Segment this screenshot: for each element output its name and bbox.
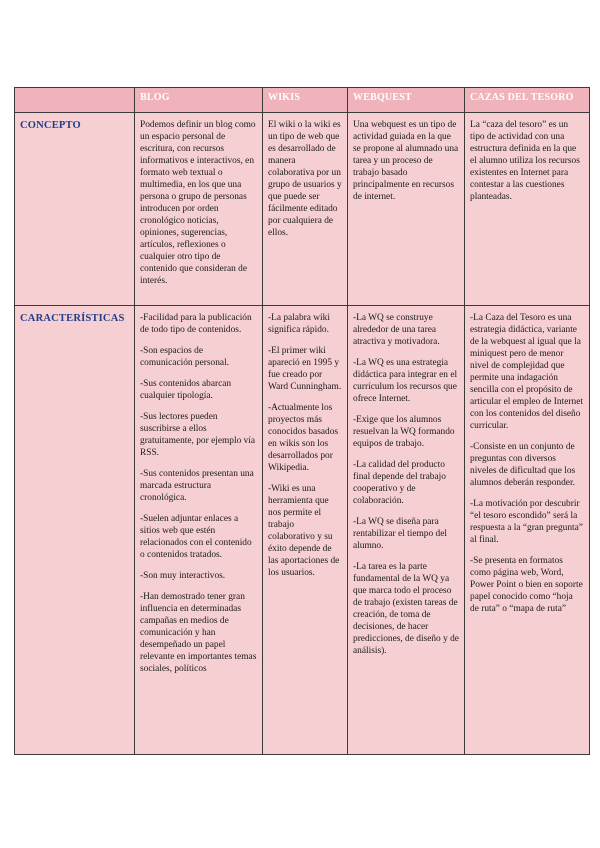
header-cazas-del-tesoro: CAZAS DEL TESORO [465, 88, 590, 113]
cell-paragraph: -Son muy interactivos. [140, 571, 226, 581]
cell-paragraph: -Se presenta en formatos como página web, Word, Power Point o bien en soporte papel conocido como “hoja de ruta” o “mapa de ruta” [470, 556, 583, 614]
concepto-wikis-cell [263, 113, 348, 306]
cell-paragraph: -Sus contenidos abarcan cualquier tipología. [140, 379, 232, 401]
concepto-cazas-cell [465, 113, 590, 306]
cell-paragraph: -La tarea es la parte fundamental de la WQ ya que marca todo el proceso de trabajo (existen tareas de creación, de toma de decisiones, de hacer predicciones, de diseño y de análisis). [353, 562, 459, 656]
cell-paragraph: -Consiste en un conjunto de preguntas con diversos niveles de dificultad que los alumnos deberán responder. [470, 442, 576, 488]
cell-paragraph: -El primer wiki apareció en 1995 y fue creado por Ward Cunningham. [268, 346, 342, 392]
row-label-caracteristicas: CARACTERÍSTICAS [20, 313, 125, 324]
table-header-row [15, 88, 590, 113]
cell-paragraph: -Facilidad para la publicación de todo tipo de contenidos. [140, 313, 252, 335]
caracteristicas-webquest-cell [348, 306, 465, 755]
cell-paragraph: -Suelen adjuntar enlaces a sitios web que estén relacionados con el contenido o contenidos tratados. [140, 514, 252, 560]
cell-paragraph: -Exige que los alumnos resuelvan la WQ formando equipos de trabajo. [353, 415, 455, 449]
cell-paragraph: -La motivación por descubrir “el tesoro escondido” será la respuesta a la “gran pregunta” al final. [470, 499, 583, 545]
row-label-cell [15, 306, 135, 755]
cell-paragraph: -La WQ se diseña para rentabilizar el tiempo del alumno. [353, 517, 447, 551]
cell-paragraph: -La Caza del Tesoro es una estrategia didáctica, variante de la webquest al igual que la miniquest pero de menor nivel de complejidad que permite una indagación sencilla con el propósito de articular el empleo de Internet con los contenidos del diseño curricular. [470, 313, 583, 431]
concepto-webquest-cell [348, 113, 465, 306]
caracteristicas-blog-cell [135, 306, 263, 755]
cell-content [348, 113, 464, 203]
cell-paragraph: Una webquest es un tipo de actividad guiada en la que se propone al alumnado una tarea y un proceso de trabajo basado principalmente en recursos de internet. [353, 120, 459, 202]
header-webquest: WEBQUEST [348, 88, 465, 113]
cell-paragraph: -Actualmente los proyectos más conocidos basados en wikis son los desarrollados por Wikipedia. [268, 403, 339, 473]
comparison-table [14, 87, 590, 755]
cell-content [263, 113, 347, 239]
cell-content [465, 306, 589, 615]
cell-content [263, 306, 347, 579]
caracteristicas-wikis-cell [263, 306, 348, 755]
cell-content [348, 306, 464, 657]
cell-paragraph: -La WQ se construye alrededor de una tarea atractiva y motivadora. [353, 313, 440, 347]
header-blog: BLOG [135, 88, 263, 113]
cell-content [135, 113, 262, 287]
cell-paragraph: -Sus lectores pueden suscribirse a ellos gratuitamente, por ejemplo vía RSS. [140, 412, 256, 458]
table-row-caracteristicas [15, 306, 590, 755]
row-label-cell [15, 113, 135, 306]
cell-paragraph: El wiki o la wiki es un tipo de web que es desarrollado de manera colaborativa por un grupo de usuarios y que puede ser fácilmente editado por cualquiera de ellos. [268, 120, 342, 238]
header-wikis: WIKIS [263, 88, 348, 113]
row-label-concepto: CONCEPTO [20, 120, 81, 131]
cell-paragraph: Podemos definir un blog como un espacio personal de escritura, con recursos informativos e interactivos, en formato web textual o multimedia, en los que una persona o grupo de personas introducen por orden cronológico noticias, opiniones, sugerencias, artículos, reflexiones o cualquier otro tipo de contenido que consideran de interés. [140, 120, 256, 286]
cell-paragraph: -La WQ es una estrategia didáctica para integrar en el currículum los recursos que ofrece Internet. [353, 358, 458, 404]
cell-paragraph: -Son espacios de comunicación personal. [140, 346, 230, 368]
header-corner-cell [15, 88, 135, 113]
cell-content [465, 113, 589, 203]
concepto-blog-cell [135, 113, 263, 306]
cell-paragraph: -Sus contenidos presentan una marcada estructura cronológica. [140, 469, 254, 503]
cell-paragraph: -Han demostrado tener gran influencia en determinadas campañas en medios de comunicación y han desempeñado un papel relevante en importantes temas sociales, políticos [140, 592, 257, 674]
table-row-concepto [15, 113, 590, 306]
cell-content [135, 306, 262, 675]
cell-paragraph: -La calidad del producto final depende del trabajo cooperativo y de colaboración. [353, 460, 446, 506]
caracteristicas-cazas-cell [465, 306, 590, 755]
cell-paragraph: -Wiki es una herramienta que nos permite el trabajo colaborativo y su éxito depende de las aportaciones de los usuarios. [268, 484, 340, 578]
cell-paragraph: -La palabra wiki significa rápido. [268, 313, 330, 335]
cell-paragraph: La “caza del tesoro” es un tipo de actividad con una estructura definida en la que el alumno utiliza los recursos existentes en Internet para contestar a las cuestiones planteadas. [470, 120, 580, 202]
